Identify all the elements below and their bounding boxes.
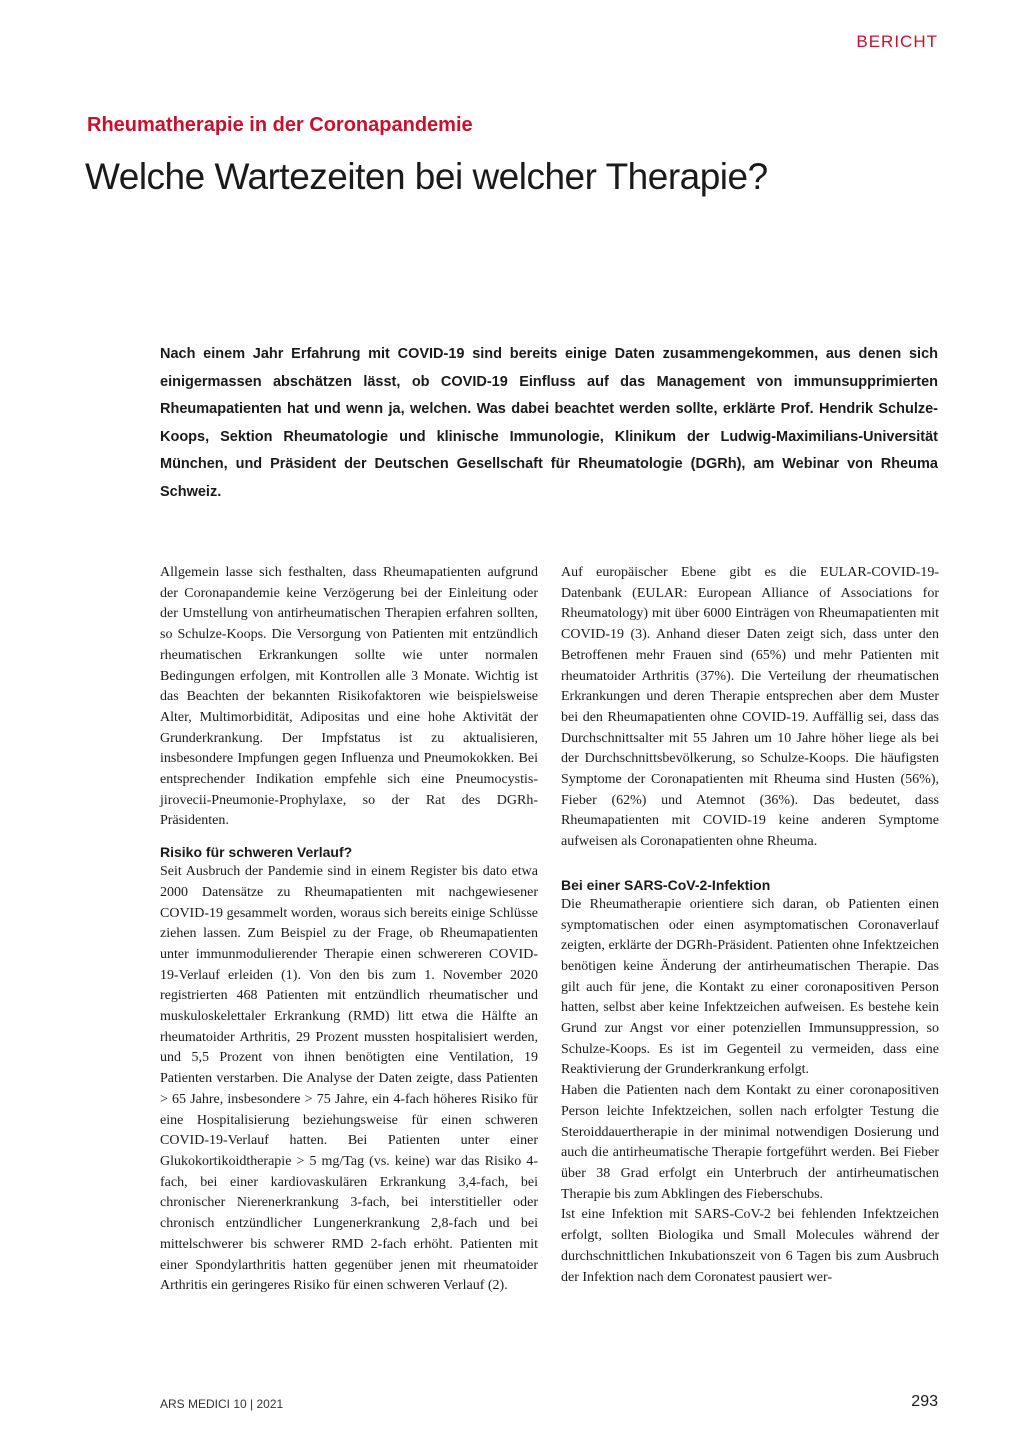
body-column-right bbox=[561, 563, 939, 1288]
subheading-infection: Bei einer SARS-CoV-2-Infektion bbox=[561, 876, 771, 893]
infection-paragraph-3: Ist eine Infektion mit SARS-CoV-2 bei fehlenden Infektzeichen erfolgt, sollten Biologika und Small Molecules während der durchschnittlichen Inkubationszeit von 6 Tagen bis zum Ausbruch der Infektion nach dem Coronatest pausiert wer- bbox=[561, 1207, 939, 1285]
infection-paragraph-1: Die Rheumatherapie orientiere sich daran, ob Patienten einen symptomatischen oder einen asymptomatischen Coronaverlauf zeigten, erklärte der DGRh-Präsident. Patienten ohne Infektzeichen benötigen keine Änderung der antirheumatischen Therapie. Das gilt auch für jene, die Kontakt zu einer coronapositiven Person hatten, selbst aber keine Infektzeichen aufweisen. Es bestehe kein Grund zur Angst vor einer potenziellen Immunsuppression, so Schulze-Koops. Es ist im Gegenteil zu vermeiden, dass eine Reaktivierung der Grunderkrankung erfolgt. bbox=[561, 896, 939, 1078]
paragraph-spacer bbox=[561, 853, 939, 865]
eular-paragraph: Auf europäischer Ebene gibt es die EULAR-COVID-19-Datenbank (EULAR: European Alliance of Associations for Rheumatology) mit über 6000 Einträgen von Rheumapatienten mit COVID-19 (3). Anhand dieser Daten zeigt sich, dass unter den Betroffenen mehr Frauen sind (65%) und mehr Patienten mit rheumatoider Arthritis (37%). Die Verteilung der rheumatischen Erkrankungen und deren Therapie entsprechen aber dem Muster bei den Rheumapatienten ohne COVID-19. Auffällig sei, dass das Durchschnittsalter mit 55 Jahren um 10 Jahre höher liege als bei der Durchschnittsbevölkerung, so Schulze-Koops. Die häufigsten Symptome der Coronapatienten mit Rheuma sind Husten (56%), Fieber (62%) und Atemnot (36%). Das bedeutet, dass Rheumapatienten mit COVID-19 keine anderen Symptome aufweisen als Coronapatienten ohne Rheuma. bbox=[561, 565, 939, 850]
risk-paragraph: Seit Ausbruch der Pandemie sind in einem Register bis dato etwa 2000 Datensätze zu Rheumapatienten mit nachgewiesener COVID-19 gesammelt worden, woraus sich bereits einige Schlüsse ziehen lassen. Zum Beispiel zu der Frage, ob Rheumapatienten unter immunmodulierender Therapie einen schwereren COVID-19-Verlauf erleiden (1). Von den bis zum 1. November 2020 registrierten 468 Patienten mit entzündlich rheumatischer und muskuloskelettaler Erkrankung (RMD) litt etwa die Hälfte an rheumatoider Arthritis, 29 Prozent mussten hospitalisiert werden, und 5,5 Prozent von ihnen benötigten eine Ventilation, 19 Patienten verstarben. Die Analyse der Daten zeigte, dass Patienten > 65 Jahre, insbesondere > 75 Jahre, ein 4-fach höheres Risiko für eine Hospitalisierung beziehungsweise für einen schweren COVID-19-Verlauf hatten. Bei Patienten unter einer Glukokortikoidtherapie > 5 mg/Tag (vs. keine) war das Risiko 4-fach, bei einer kardiovaskulären Erkrankung 3,4-fach, bei chronischer Nierenerkrankung 3-fach, bei interstitieller oder chronisch entzündlicher Lungenerkrankung 2,8-fach und bei mittelschwerer bis schwerer RMD 2-fach erhöht. Patienten mit einer Spondylarthritis hatten gegenüber jenen mit rheumatoider Arthritis ein geringeres Risiko für einen schweren Verlauf (2). bbox=[160, 864, 538, 1294]
body-column-left bbox=[160, 563, 538, 1297]
kicker-title: Rheumatherapie in der Coronapandemie bbox=[87, 114, 473, 136]
subheading-risk: Risiko für schweren Verlauf? bbox=[160, 844, 353, 861]
section-label: BERICHT bbox=[856, 32, 938, 51]
page-title: Welche Wartezeiten bei welcher Therapie? bbox=[85, 156, 768, 197]
journal-footer: ARS MEDICI 10 | 2021 bbox=[160, 1397, 284, 1411]
intro-paragraph: Allgemein lasse sich festhalten, dass Rheumapatienten aufgrund der Coronapandemie keine Verzögerung bei der Einleitung oder der Umstellung von antirheumatischen Therapien erfahren sollten, so Schulze-Koops. Die Versorgung von Patienten mit entzündlich rheumatischen Erkrankungen sollte wie unter normalen Bedingungen erfolgen, mit Kontrollen alle 3 Monate. Wichtig ist das Beachten der bekannten Risikofaktoren wie beispielsweise Alter, Multimorbidität, Adipositas und eine hohe Aktivität der Grunderkrankung. Der Impfstatus ist zu aktualisieren, insbesondere Impfungen gegen Influenza und Pneumokokken. Bei entsprechender Indikation empfehle sich eine Pneumocystis-jirovecii-Pneumonie-Prophylaxe, so der Rat des DGRh-Präsidenten. bbox=[160, 565, 538, 829]
infection-paragraph-2: Haben die Patienten nach dem Kontakt zu einer coronapositiven Person leichte Infektzeichen, sollen nach erfolgter Testung die Steroiddauertherapie in der minimal notwendigen Dosierung und auch die antirheumatische Therapie fortgeführt werden. Bei Fieber über 38 Grad erfolgt ein Unterbruch der antirheumatischen Therapie bis zum Abklingen des Fieberschubs. bbox=[561, 1083, 939, 1202]
page-number: 293 bbox=[911, 1393, 938, 1410]
lead-paragraph: Nach einem Jahr Erfahrung mit COVID-19 sind bereits einige Daten zusammengekommen, aus denen sich einigermassen abschätzen lässt, ob COVID-19 Einfluss auf das Management von immunsupprimierten Rheumapatienten hat und wenn ja, welchen. Was dabei beachtet werden sollte, erklärte Prof. Hendrik Schulze-Koops, Sektion Rheumatologie und klinische Immunologie, Klinikum der Ludwig-Maximilians-Universität München, und Präsident der Deutschen Gesellschaft für Rheumatologie (DGRh), am Webinar von Rheuma Schweiz. bbox=[160, 346, 938, 500]
